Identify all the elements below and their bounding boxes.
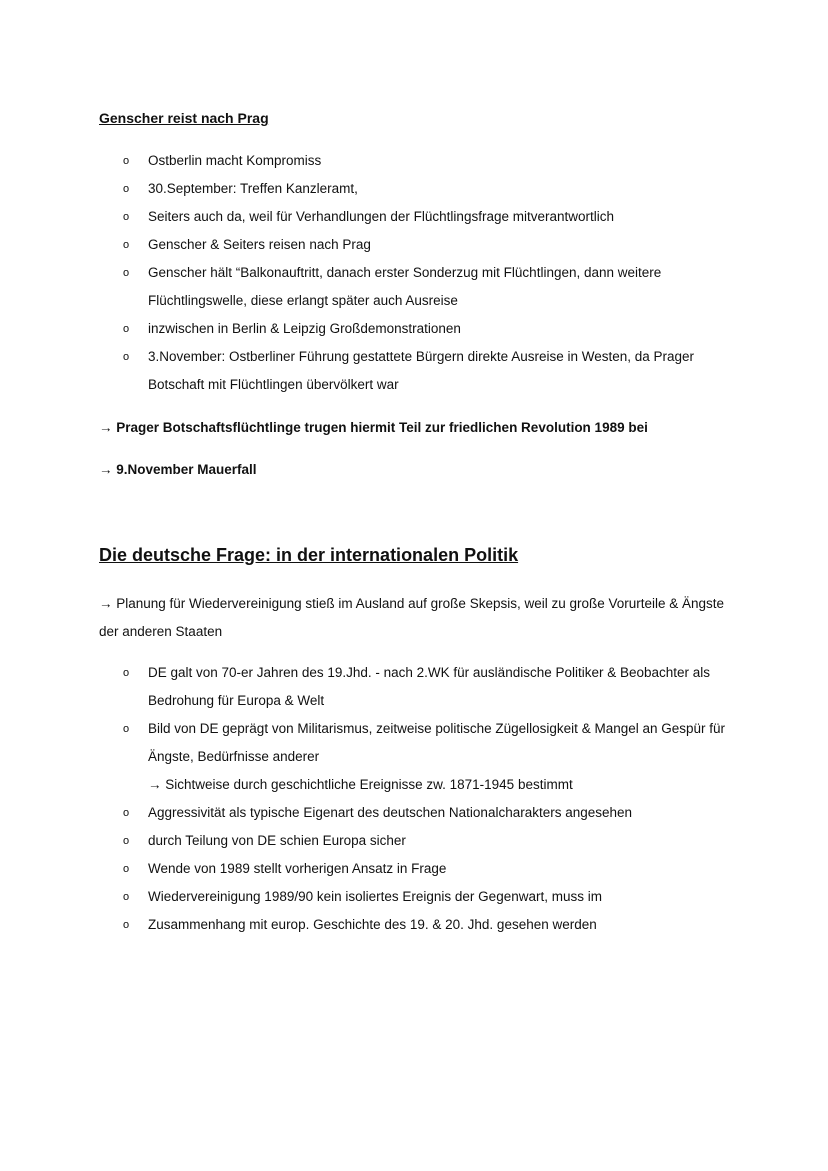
list-item <box>0 175 748 203</box>
section-heading-deutsche-frage: Die deutsche Frage: in der internationalen Politik <box>99 545 519 565</box>
list-item <box>0 147 748 175</box>
list-item <box>0 911 748 939</box>
list-item-text: 3.November: Ostberliner Führung gestattete Bürgern direkte Ausreise in Westen, da Prager Botschaft mit Flüchtlingen übervölkert war <box>148 349 695 392</box>
list-item <box>0 315 748 343</box>
list-item-text: inzwischen in Berlin & Leipzig Großdemonstrationen <box>148 321 461 336</box>
list-item <box>0 799 748 827</box>
bullet-circle-icon: o <box>123 155 130 167</box>
list-item-text: durch Teilung von DE schien Europa sicher <box>148 833 406 848</box>
list-item-text: Seiters auch da, weil für Verhandlungen der Flüchtlingsfrage mitverantwortlich <box>148 209 614 224</box>
bullet-circle-icon: o <box>123 835 130 847</box>
list-item-text: Wiedervereinigung 1989/90 kein isoliertes Ereignis der Gegenwart, muss im <box>148 889 602 904</box>
bullet-circle-icon: o <box>123 919 130 931</box>
bullet-circle-icon: o <box>123 351 130 363</box>
list-item <box>0 259 748 315</box>
bullet-list-genscher <box>0 147 828 399</box>
bullet-circle-icon: o <box>123 267 130 279</box>
bullet-circle-icon: o <box>123 863 130 875</box>
list-item-text: Wende von 1989 stellt vorherigen Ansatz in Frage <box>148 861 447 876</box>
list-item <box>0 343 748 399</box>
sub-item-text: → Sichtweise durch geschichtliche Ereignisse zw. 1871-1945 bestimmt <box>148 777 573 792</box>
bullet-circle-icon: o <box>123 211 130 223</box>
list-item <box>0 715 748 799</box>
list-item <box>0 883 748 911</box>
list-item-text: Bild von DE geprägt von Militarismus, zeitweise politische Zügellosigkeit & Mangel an Gespür für Ängste, Bedürfnisse anderer <box>148 721 726 764</box>
list-item-text: Genscher & Seiters reisen nach Prag <box>148 237 371 252</box>
bullet-circle-icon: o <box>123 807 130 819</box>
intro-paragraph: → Planung für Wiedervereinigung stieß im Ausland auf große Skepsis, weil zu große Vorurteile & Ängste der anderen Staaten <box>99 596 725 639</box>
bullet-circle-icon: o <box>123 183 130 195</box>
list-item-text: Zusammenhang mit europ. Geschichte des 19. & 20. Jhd. gesehen werden <box>148 917 597 932</box>
conclusion-revolution: → Prager Botschaftsflüchtlinge trugen hiermit Teil zur friedlichen Revolution 1989 bei <box>99 420 648 435</box>
list-item <box>0 203 748 231</box>
list-item-text: DE galt von 70-er Jahren des 19.Jhd. - nach 2.WK für ausländische Politiker & Beobachter als Bedrohung für Europa & Welt <box>148 665 711 708</box>
list-item-text: Genscher hält “Balkonauftritt, danach erster Sonderzug mit Flüchtlingen, dann weitere Flüchtlingswelle, diese erlangt später auch Ausreise <box>148 265 662 308</box>
list-item <box>0 855 748 883</box>
list-item-text: Ostberlin macht Kompromiss <box>148 153 322 168</box>
conclusion-mauerfall: → 9.November Mauerfall <box>99 462 257 477</box>
bullet-circle-icon: o <box>123 667 130 679</box>
list-item-text: 30.September: Treffen Kanzleramt, <box>148 181 358 196</box>
list-item <box>0 659 748 715</box>
list-item-text: Aggressivität als typische Eigenart des deutschen Nationalcharakters angesehen <box>148 805 633 820</box>
bullet-circle-icon: o <box>123 323 130 335</box>
list-item <box>0 827 748 855</box>
bullet-circle-icon: o <box>123 723 130 735</box>
bullet-circle-icon: o <box>123 239 130 251</box>
section-heading-genscher: Genscher reist nach Prag <box>99 110 269 126</box>
bullet-circle-icon: o <box>123 891 130 903</box>
bullet-list-deutsche-frage <box>0 659 828 939</box>
list-item <box>0 231 748 259</box>
